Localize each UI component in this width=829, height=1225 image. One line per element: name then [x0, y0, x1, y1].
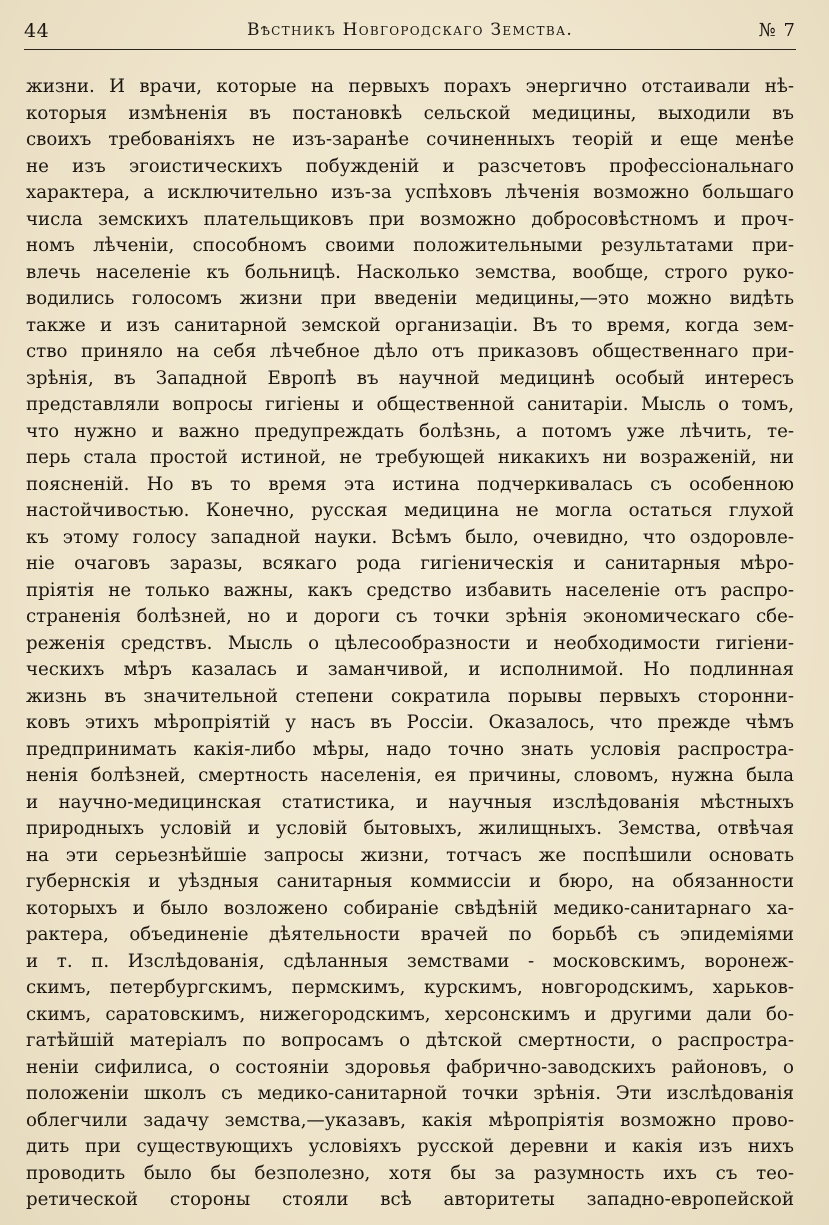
- running-title: Вѣстникъ Новгородскаго Земства.: [246, 20, 574, 40]
- text-line: числа земскихъ плательщиковъ при возможно добросовѣстномъ и проч-: [26, 208, 794, 230]
- issue-number: № 7: [758, 20, 796, 41]
- text-line: страненія болѣзней, но и дороги съ точки зрѣнія экономическаго сбе-: [26, 606, 794, 627]
- text-line: положеніи школъ съ медико-санитарной точки зрѣнія. Эти изслѣдованія: [26, 1083, 794, 1104]
- text-line: зрѣнія, въ Западной Европѣ въ научной медицинѣ особый интересъ: [26, 367, 794, 389]
- text-line: къ этому голосу западной науки. Всѣмъ было, очевидно, что оздоровле-: [26, 526, 794, 548]
- text-line: жизни. И врачи, которые на первыхъ порахъ энергично отстаивали нѣ-: [26, 76, 794, 97]
- text-line: рактера, объединеніе дѣятельности врачей по борьбѣ съ эпидеміями: [26, 924, 794, 945]
- text-line: проводить было бы безполезно, хотя бы за разумность ихъ съ тео-: [26, 1162, 794, 1184]
- text-line: и т. п. Изслѣдованія, сдѣланныя земствами - московскимъ, воронеж-: [26, 950, 794, 972]
- body-text: [26, 74, 794, 1214]
- text-line: перь стала простой истиной, не требующей никакихъ ни возраженій, ни: [26, 447, 794, 468]
- text-line: неніи сифилиса, о состояніи здоровья фабрично-заводскихъ районовъ, о: [26, 1056, 794, 1078]
- text-line: пріятія не только важны, какъ средство избавить населеніе отъ распро-: [26, 579, 794, 601]
- text-line: ненія болѣзней, смертность населенія, ея причины, словомъ, нужна была: [26, 765, 794, 786]
- text-line: губернскія и уѣздныя санитарныя коммиссіи и бюро, на обязанности: [26, 871, 794, 892]
- text-line: ство приняло на себя лѣчебное дѣло отъ приказовъ общественнаго при-: [26, 341, 794, 362]
- text-line: ніе очаговъ заразы, всякаго рода гигіеническія и санитарныя мѣро-: [26, 553, 794, 574]
- text-line: предпринимать какія-либо мѣры, надо точно знать условія распростра-: [26, 738, 794, 760]
- header-rule: [24, 49, 796, 50]
- running-header: [24, 18, 796, 48]
- text-line: ретической стороны стояли всѣ авторитеты западно-европейской: [26, 1189, 794, 1210]
- text-line: не изъ эгоистическихъ побужденій и разсчетовъ профессіональнаго: [26, 155, 794, 177]
- text-line: своихъ требованіяхъ не изъ-заранѣе сочиненныхъ теорій и еще менѣе: [26, 129, 794, 150]
- text-line: что нужно и важно предупреждать болѣзнь, а потомъ уже лѣчить, те-: [26, 420, 794, 442]
- text-line: ковъ этихъ мѣропріятій у насъ въ Россіи. Оказалось, что прежде чѣмъ: [26, 712, 794, 733]
- text-line: настойчивостью. Конечно, русская медицина не могла остаться глухой: [26, 500, 794, 521]
- text-line: которыхъ и было возложено собираніе свѣдѣній медико-санитарнаго ха-: [26, 897, 794, 919]
- text-line: которыя измѣненія въ постановкѣ сельской медицины, выходили въ: [26, 102, 794, 124]
- text-line: облегчили задачу земства,—указавъ, какія мѣропріятія возможно прово-: [26, 1109, 794, 1131]
- text-line: природныхъ условій и условій бытовыхъ, жилищныхъ. Земства, отвѣчая: [26, 818, 794, 839]
- text-line: представляли вопросы гигіены и общественной санитаріи. Мысль о томъ,: [26, 394, 794, 415]
- text-line: дить при существующихъ условіяхъ русской деревни и какія изъ нихъ: [26, 1136, 794, 1157]
- text-line: реженія средствъ. Мысль о цѣлесообразности и необходимости гигіени-: [26, 632, 794, 654]
- text-line: гатѣйшій матеріалъ по вопросамъ о дѣтской смертности, о распростра-: [26, 1030, 794, 1051]
- text-line: также и изъ санитарной земской организаціи. Въ то время, когда зем-: [26, 314, 794, 336]
- text-line: влечь населеніе къ больницѣ. Насколько земства, вообще, строго руко-: [26, 261, 794, 283]
- text-line: и научно-медицинская статистика, и научныя изслѣдованія мѣстныхъ: [26, 791, 794, 813]
- text-line: ческихъ мѣръ казалась и заманчивой, и исполнимой. Но подлинная: [26, 659, 794, 680]
- text-line: водились голосомъ жизни при введеніи медицины,—это можно видѣть: [26, 288, 794, 309]
- text-line: поясненій. Но въ то время эта истина подчеркивалась съ особенною: [26, 473, 794, 495]
- page-number: 44: [24, 20, 50, 42]
- text-line: жизнь въ значительной степени сократила порывы первыхъ сторонни-: [26, 685, 794, 707]
- text-line: скимъ, саратовскимъ, нижегородскимъ, херсонскимъ и другими дали бо-: [26, 1003, 794, 1025]
- text-line: на эти серьезнѣйшіе запросы жизни, тотчасъ же поспѣшили основать: [26, 844, 794, 866]
- text-line: номъ лѣченіи, способномъ своими положительными результатами при-: [26, 235, 794, 256]
- text-line: характера, а исключительно изъ-за успѣховъ лѣченія возможно большаго: [26, 182, 794, 203]
- text-line: скимъ, петербургскимъ, пермскимъ, курскимъ, новгородскимъ, харьков-: [26, 977, 794, 998]
